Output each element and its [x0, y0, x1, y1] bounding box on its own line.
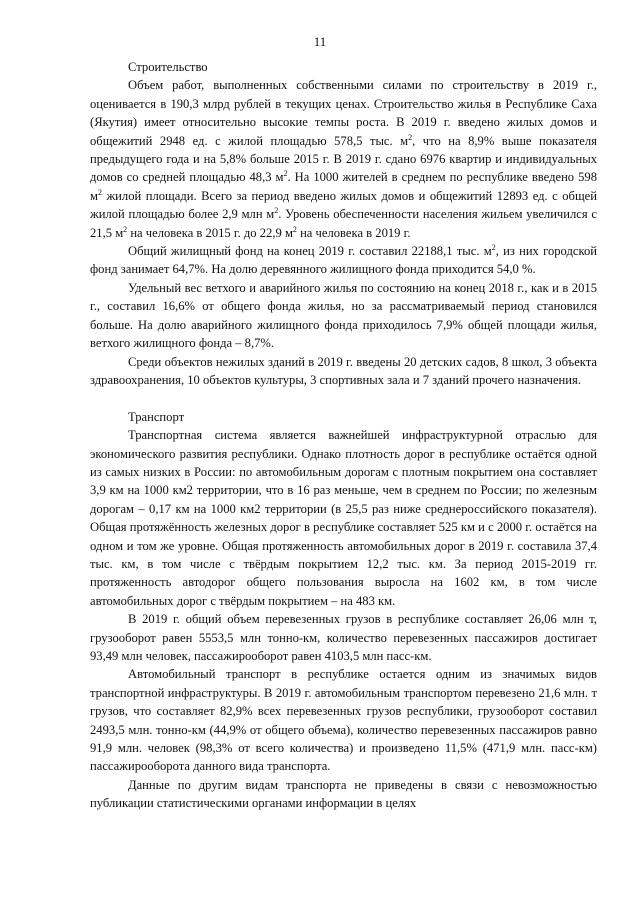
section-heading-construction: Строительство: [128, 60, 208, 74]
construction-paragraph-2: Общий жилищный фонд на конец 2019 г. составил 22188,1 тыс. $м^2$, из них городской фонд занимает 64,7%. На долю деревянного жилищного фонда приходится 54,0 %.: [90, 243, 597, 277]
page-number: 11: [313, 34, 327, 49]
section-heading-transport: Транспорт: [128, 409, 185, 424]
transport-paragraph-1: Транспортная система является важнейшей инфраструктурной отраслью для экономического развития республики. Однако плотность дорог в республике остаётся одной из самых низких в России: по автомобильным дорогам с плотным покрытием она составляет 3,9 км на 1000 км2 территории, что в 16 раз меньше, чем в среднем по России; по железным дорогам – 0,17 км на 1000 км2 территории (в 25,5 раз ниже среднероссийского показателя). Общая протяжённость железных дорог в республике составляет 525 км и с 2000 г. остаётся на одном и том же уровне. Общая протяженность автомобильных дорог в 2019 г. составила 37,4 тыс. км, в том числе с твёрдым покрытием 12,2 тыс. км. За период 2015-2019 гг. протяженность автодорог общего пользования выросла на 1602 км, в том числе автомобильных дорог с твёрдым покрытием – на 483 км.: [90, 428, 597, 608]
transport-paragraph-4: Данные по другим видам транспорта не приведены в связи с невозможностью публикации статистическими органами информации в целях: [90, 777, 597, 811]
construction-paragraph-1: Объем работ, выполненных собственными силами по строительству в 2019 г., оценивается в 190,3 млрд рублей в текущих ценах. Строительство жилья в Республике Саха (Якутия) имеет относительно высокие темпы роста. В 2019 г. введено жилых домов и общежитий 2948 ед. с жилой площадью 578,5 тыс. $м^2$, что на 8,9% выше показателя предыдущего года и на 5,8% больше 2015 г. В 2019 г. сдано 6976 квартир и индивидуальных домов со средней площадью 48,3 $м^2$. На 1000 жителей в среднем по республике введено 598 $м^2$ жилой площади. Всего за период введено жилых домов и общежитий 12893 ед. с общей жилой площадью более 2,9 млн $м^2$. Уровень обеспеченности населения жильем увеличился с 21,5 $м^2$ на человека в 2015 г. до 22,9 $м^2$ на человека в 2019 г.: [90, 78, 597, 240]
transport-paragraph-3: Автомобильный транспорт в республике остается одним из значимых видов транспортной инфраструктуры. В 2019 г. автомобильным транспортом перевезено 21,6 млн. т грузов, что составляет 82,9% всех перевезенных грузов республики, грузооборот составил 2493,5 млн. тонно-км (44,9% от общего объема), количество перевезенных пассажиров равно 91,9 млн. человек (98,3% от всего количества) и произведено 11,5% (471,9 млн. пасс-км) пассажирооборота данного вида транспорта.: [90, 667, 597, 774]
construction-paragraph-3: Удельный вес ветхого и аварийного жилья по состоянию на конец 2018 г., как и в 2015 г., составил 16,6% от общего фонда жилья, но за рассматриваемый период становился больше. На долю аварийного жилищного фонда приходилось 7,9% общей площади жилья, ветхого жилищного фонда – 8,7%.: [90, 280, 597, 351]
document-body: [90, 58, 597, 813]
construction-paragraph-4: Среди объектов нежилых зданий в 2019 г. введены 20 детских садов, 8 школ, 3 объекта здравоохранения, 10 объектов культуры, 3 спортивных зала и 7 зданий прочего назначения.: [90, 354, 597, 387]
section-gap: [90, 389, 597, 407]
transport-paragraph-2: В 2019 г. общий объем перевезенных грузов в республике составляет 26,06 млн т, грузооборот равен 5553,5 млн тонно-км, количество перевезенных пассажиров достигает 93,49 млн человек, пассажирооборот равен 4103,5 млн пасс-км.: [90, 612, 597, 663]
